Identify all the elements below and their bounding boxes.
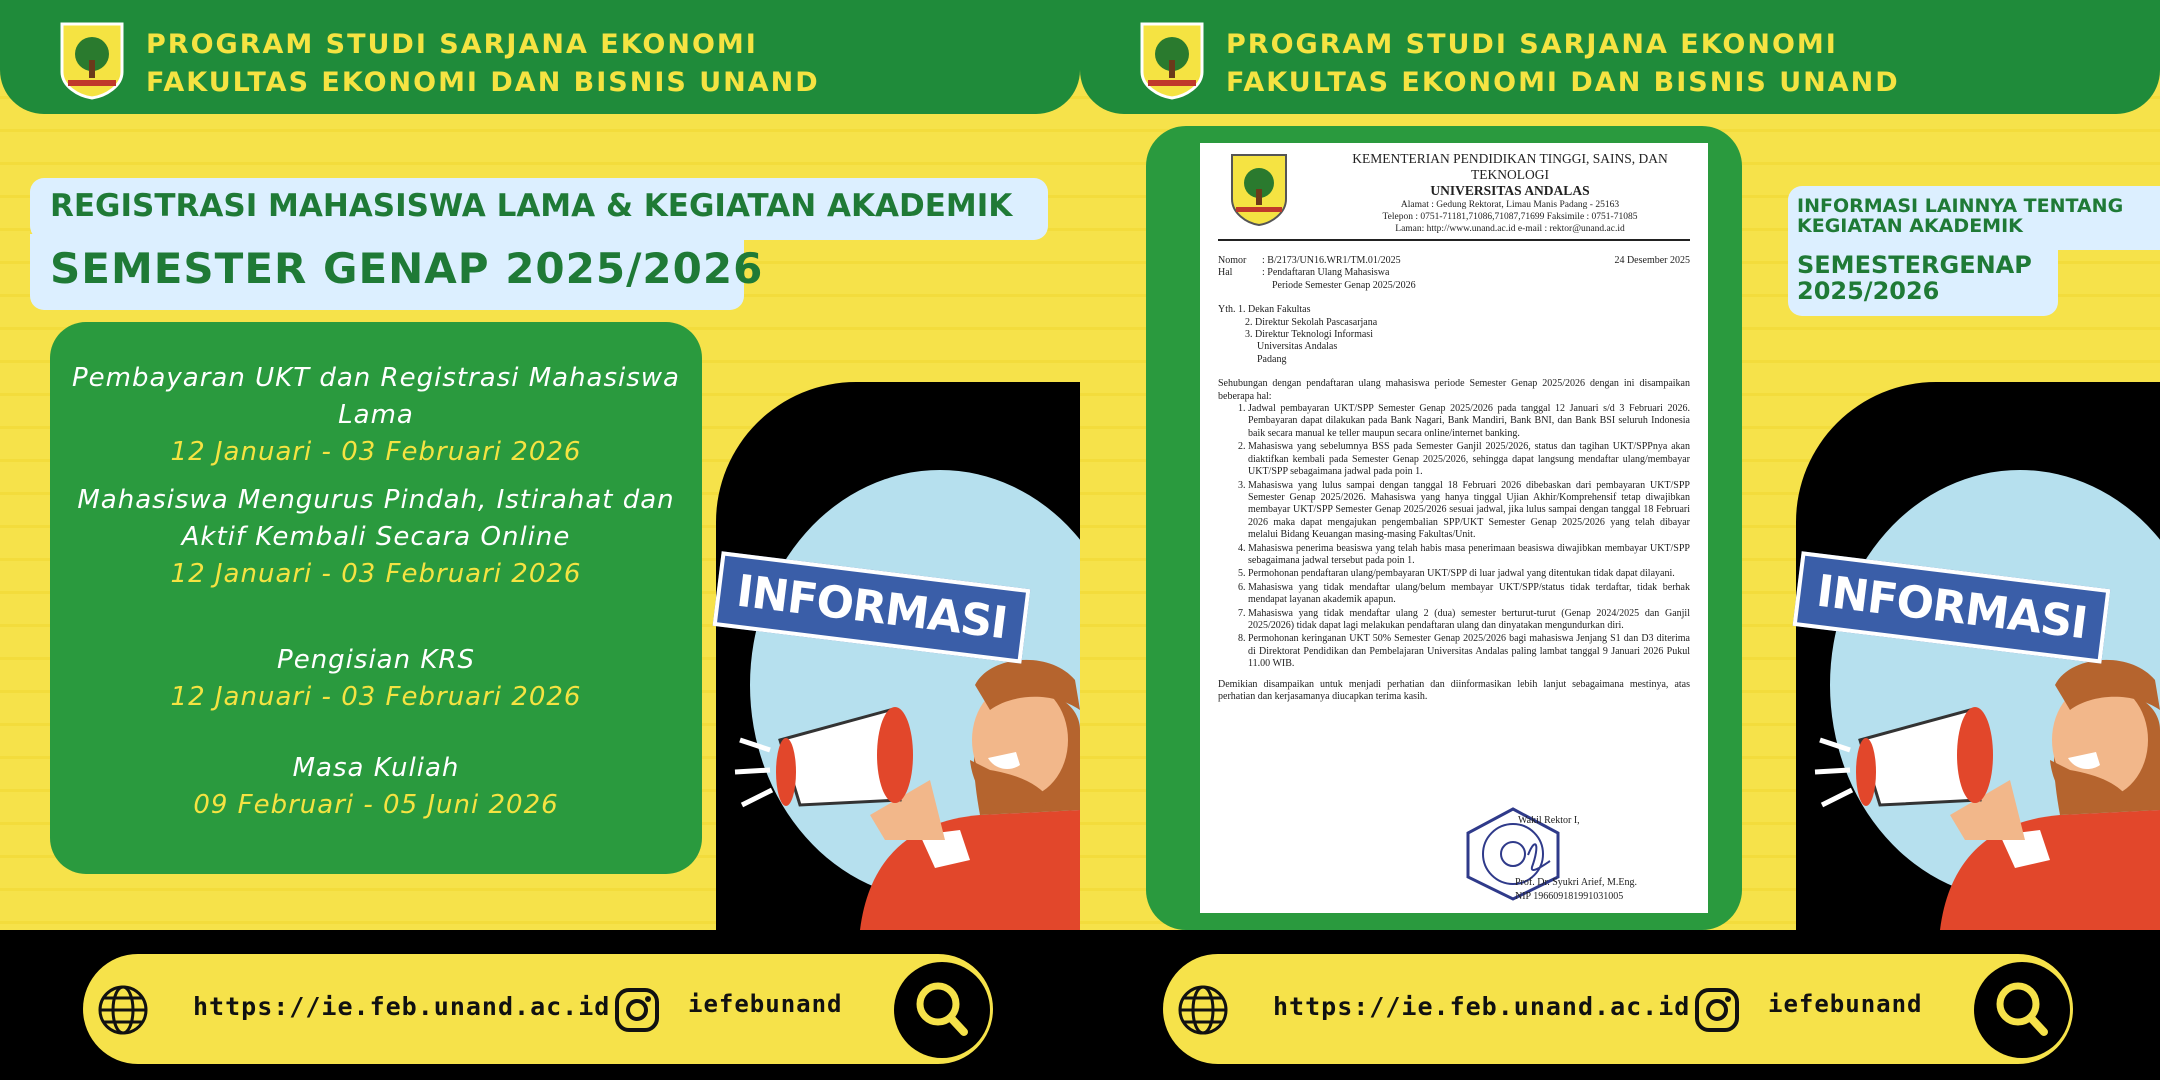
recipient-3: 3. Direktur Teknologi Informasi [1245,329,1373,341]
letter-body [1218,255,1690,703]
letter-point: 4. Mahasiswa penerima beasiswa yang telah habis masa penerimaan beasiswa diwajibkan membayar UKT/SPP sebagaimana jadwal tersebut pada poin 1. [1248,543,1690,568]
informasi-banner: INFORMASI [713,551,1031,663]
side-title-line-1: INFORMASI LAINNYA TENTANG KEGIATAN AKADEMIK [1797,195,2124,237]
man-with-megaphone-illustration [1800,600,2160,930]
letter-point: 2. Mahasiswa yang sebelumnya BSS pada Semester Ganjil 2025/2026, status dan tagihan UKT/SPPnya akan diaktifkan kembali pada Semester Genap 2025/2026, sehingga dapat langsung mendaftar ulang/membayar UKT/SPP sebagaimana jadwal pada poin 1. [1248,441,1690,478]
hal-value-2: Periode Semester Genap 2025/2026 [1272,279,1416,291]
signatory-nip: NIP 196609181991031005 [1515,891,1624,902]
globe-icon [1177,984,1229,1036]
website-link[interactable]: https://ie.feb.unand.ac.id [193,992,611,1021]
header-line-1: PROGRAM STUDI SARJANA EKONOMI [146,29,758,60]
man-with-megaphone-illustration [720,600,1080,930]
signatory-name: Prof. Dr. Syukri Arief, M.Eng. [1515,877,1637,888]
instagram-icon [613,986,661,1034]
search-icon [894,962,990,1058]
search-icon [1974,962,2070,1058]
search-button[interactable] [1974,962,2070,1058]
header-line-2: FAKULTAS EKONOMI DAN BISNIS UNAND [1226,67,1900,98]
schedule-item-3 [50,642,702,716]
header-bar [0,0,1080,114]
website-link[interactable]: https://ie.feb.unand.ac.id [1273,992,1691,1021]
signatory-title: Wakil Rektor I, [1518,815,1580,826]
recipient-5: Padang [1257,353,1287,365]
search-button[interactable] [894,962,990,1058]
recipient-1: Yth. 1. Dekan Fakultas [1218,304,1311,316]
schedule-date: 12 Januari - 03 Februari 2026 [170,559,582,589]
letter-point: 5. Permohonan pendaftaran ulang/pembayaran UKT/SPP di luar jadwal yang ditentukan tidak dapat dilayani. [1248,568,1690,580]
letter-nomor-row [1218,255,1690,267]
instagram-handle[interactable]: iefebunand [688,990,843,1018]
instagram-icon [1693,986,1741,1034]
letter-point: 6. Mahasiswa yang tidak mendaftar ulang/belum membayar UKT/SPP/status tidak terdaftar, tidak berhak mendapat layanan akademik apapun. [1248,582,1690,607]
unand-logo [1138,20,1206,100]
letter-intro: Sehubungan dengan pendaftaran ulang mahasiswa periode Semester Genap 2025/2026 dengan ini disampaikan beberapa hal: [1218,378,1690,402]
letter-points [1218,403,1690,671]
schedule-item-2 [50,482,702,593]
header-bar [1080,0,2160,114]
schedule-item-4 [50,750,702,824]
instagram-handle[interactable]: iefebunand [1768,990,1923,1018]
schedule-label: Pembayaran UKT dan Registrasi Mahasiswa Lama [71,363,680,430]
page-title-line-1: REGISTRASI MAHASISWA LAMA & KEGIATAN AKADEMIK [50,188,1013,224]
letter-point: 7. Mahasiswa yang tidak mendaftar ulang 2 (dua) semester berturut-turut (Genap 2024/2025 dan Ganjil 2025/2026) tidak dapat lagi melakukan pendaftaran ulang dan dinyatakan mengundurkan diri. [1248,608,1690,633]
letter-point: 3. Mahasiswa yang lulus sampai dengan tanggal 18 Februari 2026 dibebaskan dari pembayaran UKT/SPP Semester Genap 2025/2026. Mahasiswa yang hanya tinggal Ujian Akhir/Komprehensif tetap diwajibkan membayar UKT/SPP Semester Genap 2025/2026 sesuai jadwal, jika lulus sampai dengan tanggal 18 Februari 2026 maka dapat mengajukan pengembalian SPP/UKT Semester Genap 2025/2026 yang telah dibayar melalui Bidang Keuangan masing-masing Fakultas/Unit. [1248,480,1690,542]
unand-logo [58,20,126,100]
nomor-value: : B/2173/UN16.WR1/TM.01/2025 [1262,255,1401,266]
hal-label: Hal [1218,267,1233,279]
header-title [146,26,820,102]
letter-phone: Telepon : 0751-71181,71086,71087,71699 Faksimile : 0751-71085 [1382,212,1638,222]
nomor-label: Nomor [1218,255,1247,266]
schedule-date: 12 Januari - 03 Februari 2026 [170,682,582,712]
contact-pill [83,954,993,1064]
letter-web: Laman: http://www.unand.ac.id e-mail : rektor@unand.ac.id [1395,224,1625,234]
informasi-banner: INFORMASI [1793,551,2111,663]
letter-university: UNIVERSITAS ANDALAS [1430,183,1590,198]
schedule-label: Mahasiswa Mengurus Pindah, Istirahat dan Aktif Kembali Secara Online [77,485,675,552]
page-title-line-2: SEMESTER GENAP 2025/2026 [50,244,764,293]
official-letter [1200,143,1708,913]
schedule-date: 09 Februari - 05 Juni 2026 [193,790,559,820]
letterhead [1330,151,1690,235]
header-line-2: FAKULTAS EKONOMI DAN BISNIS UNAND [146,67,820,98]
header-title [1226,26,1900,102]
side-title-line-2: SEMESTERGENAP 2025/2026 [1797,251,2032,305]
schedule-date: 12 Januari - 03 Februari 2026 [170,437,582,467]
letter-point: 1. Jadwal pembayaran UKT/SPP Semester Genap 2025/2026 pada tanggal 12 Januari s/d 3 Februari 2026. Pembayaran dapat dilakukan pada Bank Nagari, Bank Mandiri, Bank BNI, dan Bank BSI seluruh Indonesia baik secara manual ke teller maupun secara online/internet banking. [1248,403,1690,440]
letterhead-divider [1218,239,1690,241]
schedule-label: Pengisian KRS [277,645,475,675]
letter-closing: Demikian disampaikan untuk menjadi perhatian dan diinformasikan lebih lanjut sebagaimana mestinya, atas perhatian dan kerjasamanya diucapkan terima kasih. [1218,678,1690,702]
globe-icon [97,984,149,1036]
letter-point: 8. Permohonan keringanan UKT 50% Semester Genap 2025/2026 bagi mahasiswa Jenjang S1 dan D3 diterima di Direktorat Pendidikan dan Pembelajaran Universitas Andalas paling lambat tanggal 9 Januari 2026 Pukul 11.00 WIB. [1248,633,1690,670]
letter-address: Alamat : Gedung Rektorat, Limau Manis Padang - 25163 [1400,200,1620,210]
recipient-2: 2. Direktur Sekolah Pascasarjana [1245,316,1378,328]
letter-ministry: KEMENTERIAN PENDIDIKAN TINGGI, SAINS, DAN TEKNOLOGI [1352,151,1668,182]
footer-bar [0,930,1080,1080]
schedule-item-1 [50,360,702,471]
letter-date: 24 Desember 2025 [1614,255,1690,266]
schedule-label: Masa Kuliah [292,753,460,783]
header-line-1: PROGRAM STUDI SARJANA EKONOMI [1226,29,1838,60]
letter-hal-row [1218,267,1690,279]
hal-value: : Pendaftaran Ulang Mahasiswa [1262,267,1390,279]
university-seal-icon [1228,151,1290,227]
footer-bar [1080,930,2160,1080]
schedule-card [50,322,702,874]
recipient-4: Universitas Andalas [1257,341,1338,353]
contact-pill [1163,954,2073,1064]
